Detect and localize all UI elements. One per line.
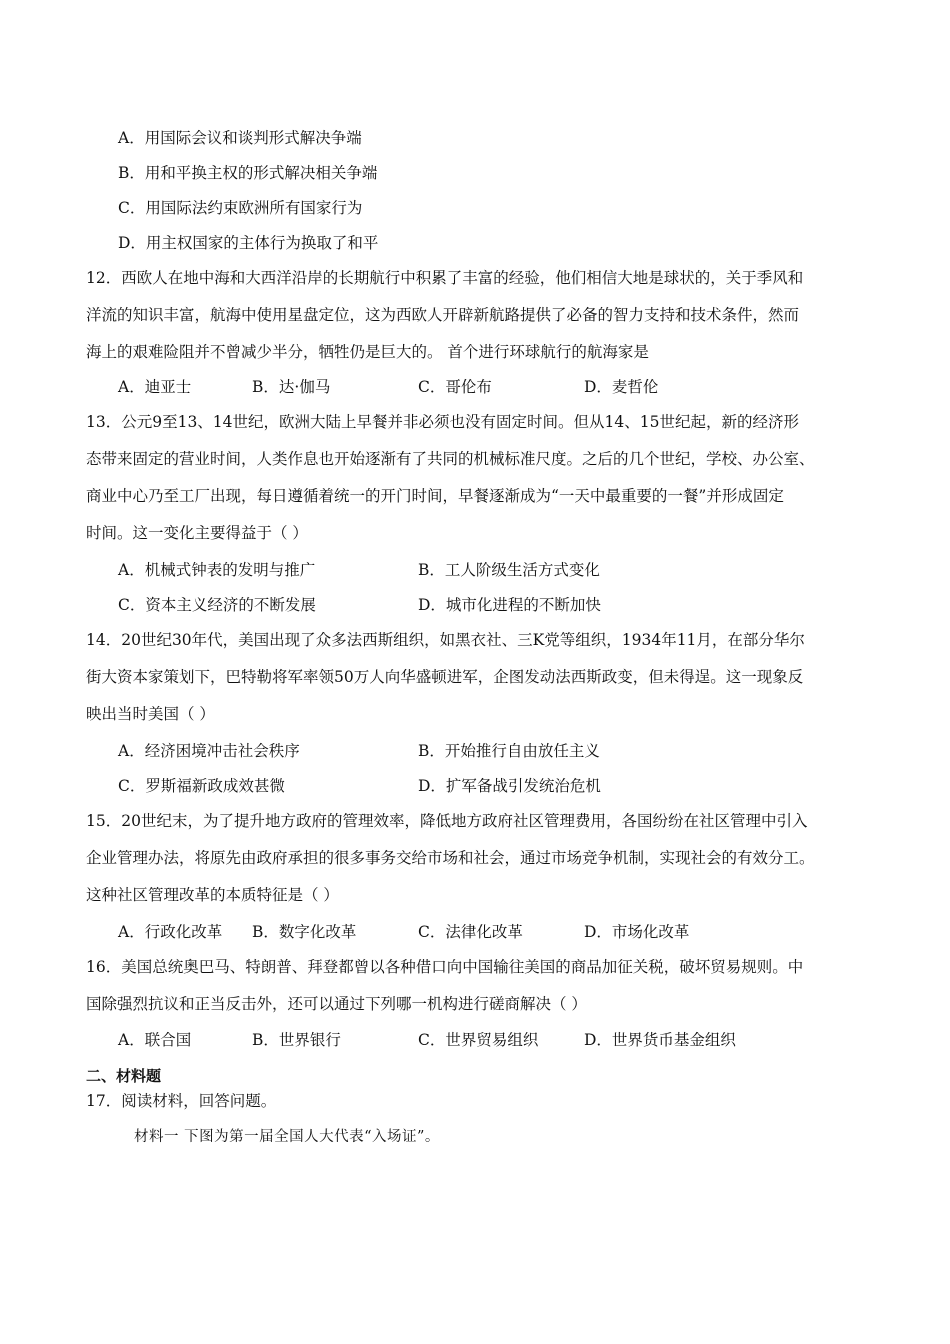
q16-option-c: C．世界贸易组织 bbox=[418, 1031, 539, 1049]
q14-stem-line: 14．20世纪30年代，美国出现了众多法西斯组织，如黑衣社、三K党等组织，1934年11月，在部分华尔 bbox=[86, 631, 805, 649]
q12-stem-line: 海上的艰难险阻并不曾减少半分，牺牲仍是巨大的。 首个进行环球航行的航海家是 bbox=[86, 343, 649, 361]
q13-stem-line: 13．公元9至13、14世纪，欧洲大陆上早餐并非必须也没有固定时间。但从14、15世纪起，新的经济形 bbox=[86, 413, 799, 431]
q14-option-c: C．罗斯福新政成效甚微 bbox=[118, 777, 285, 795]
q15-stem-line: 企业管理办法，将原先由政府承担的很多事务交给市场和社会，通过市场竞争机制，实现社会的有效分工。 bbox=[86, 849, 815, 867]
q12-option-d: D．麦哲伦 bbox=[584, 378, 659, 396]
q13-option-d: D．城市化进程的不断加快 bbox=[418, 596, 601, 614]
q11-option-b: B．用和平换主权的形式解决相关争端 bbox=[118, 164, 378, 182]
q14-option-d: D．扩军备战引发统治危机 bbox=[418, 777, 601, 795]
q14-stem-line: 映出当时美国（ ） bbox=[86, 705, 215, 723]
q12-stem-line: 洋流的知识丰富，航海中使用星盘定位，这为西欧人开辟新航路提供了必备的智力支持和技术条件，然而 bbox=[86, 306, 800, 324]
q16-option-d: D．世界货币基金组织 bbox=[584, 1031, 736, 1049]
q13-option-c: C．资本主义经济的不断发展 bbox=[118, 596, 316, 614]
q14-option-a: A．经济困境冲击社会秩序 bbox=[118, 742, 300, 760]
q12-option-c: C．哥伦布 bbox=[418, 378, 492, 396]
q15-stem-line: 15．20世纪末，为了提升地方政府的管理效率，降低地方政府社区管理费用，各国纷纷在社区管理中引入 bbox=[86, 812, 808, 830]
q13-stem-line: 时间。这一变化主要得益于（ ） bbox=[86, 524, 308, 542]
q13-stem-line: 商业中心乃至工厂出现，每日遵循着统一的开门时间，早餐逐渐成为“一天中最重要的一餐”并形成固定 bbox=[86, 487, 784, 505]
q12-stem-line: 12．西欧人在地中海和大西洋沿岸的长期航行中积累了丰富的经验，他们相信大地是球状的，关于季风和 bbox=[86, 269, 804, 287]
q16-stem-line: 16．美国总统奥巴马、特朗普、拜登都曾以各种借口向中国输往美国的商品加征关税，破坏贸易规则。中 bbox=[86, 958, 804, 976]
q11-option-c: C．用国际法约束欧洲所有国家行为 bbox=[118, 199, 363, 217]
q11-option-d: D．用主权国家的主体行为换取了和平 bbox=[118, 234, 379, 252]
q13-stem-line: 态带来固定的营业时间，人类作息也开始逐渐有了共同的机械标准尺度。之后的几个世纪，学校、办公室、 bbox=[86, 450, 815, 468]
q16-option-a: A．联合国 bbox=[118, 1031, 192, 1049]
q13-option-b: B．工人阶级生活方式变化 bbox=[418, 561, 600, 579]
q14-stem-line: 街大资本家策划下，巴特勒将军率领50万人向华盛顿进军，企图发动法西斯政变，但未得逞。这一现象反 bbox=[86, 668, 804, 686]
q15-option-b: B．数字化改革 bbox=[252, 923, 357, 941]
section-heading: 二、材料题 bbox=[86, 1067, 162, 1085]
q14-option-b: B．开始推行自由放任主义 bbox=[418, 742, 600, 760]
q15-option-d: D．市场化改革 bbox=[584, 923, 690, 941]
q15-option-c: C．法律化改革 bbox=[418, 923, 523, 941]
q12-option-b: B．达·伽马 bbox=[252, 378, 331, 396]
q16-stem-line: 国除强烈抗议和正当反击外，还可以通过下列哪一机构进行磋商解决（ ） bbox=[86, 995, 587, 1013]
q15-stem-line: 这种社区管理改革的本质特征是（ ） bbox=[86, 886, 339, 904]
q16-option-b: B．世界银行 bbox=[252, 1031, 341, 1049]
q13-option-a: A．机械式钟表的发明与推广 bbox=[118, 561, 316, 579]
q12-option-a: A．迪亚士 bbox=[118, 378, 192, 396]
q15-option-a: A．行政化改革 bbox=[118, 923, 223, 941]
q17-material-1: 材料一 下图为第一届全国人大代表“入场证”。 bbox=[134, 1129, 440, 1145]
q17-stem: 17．阅读材料，回答问题。 bbox=[86, 1092, 277, 1110]
q11-option-a: A．用国际会议和谈判形式解决争端 bbox=[118, 129, 362, 147]
